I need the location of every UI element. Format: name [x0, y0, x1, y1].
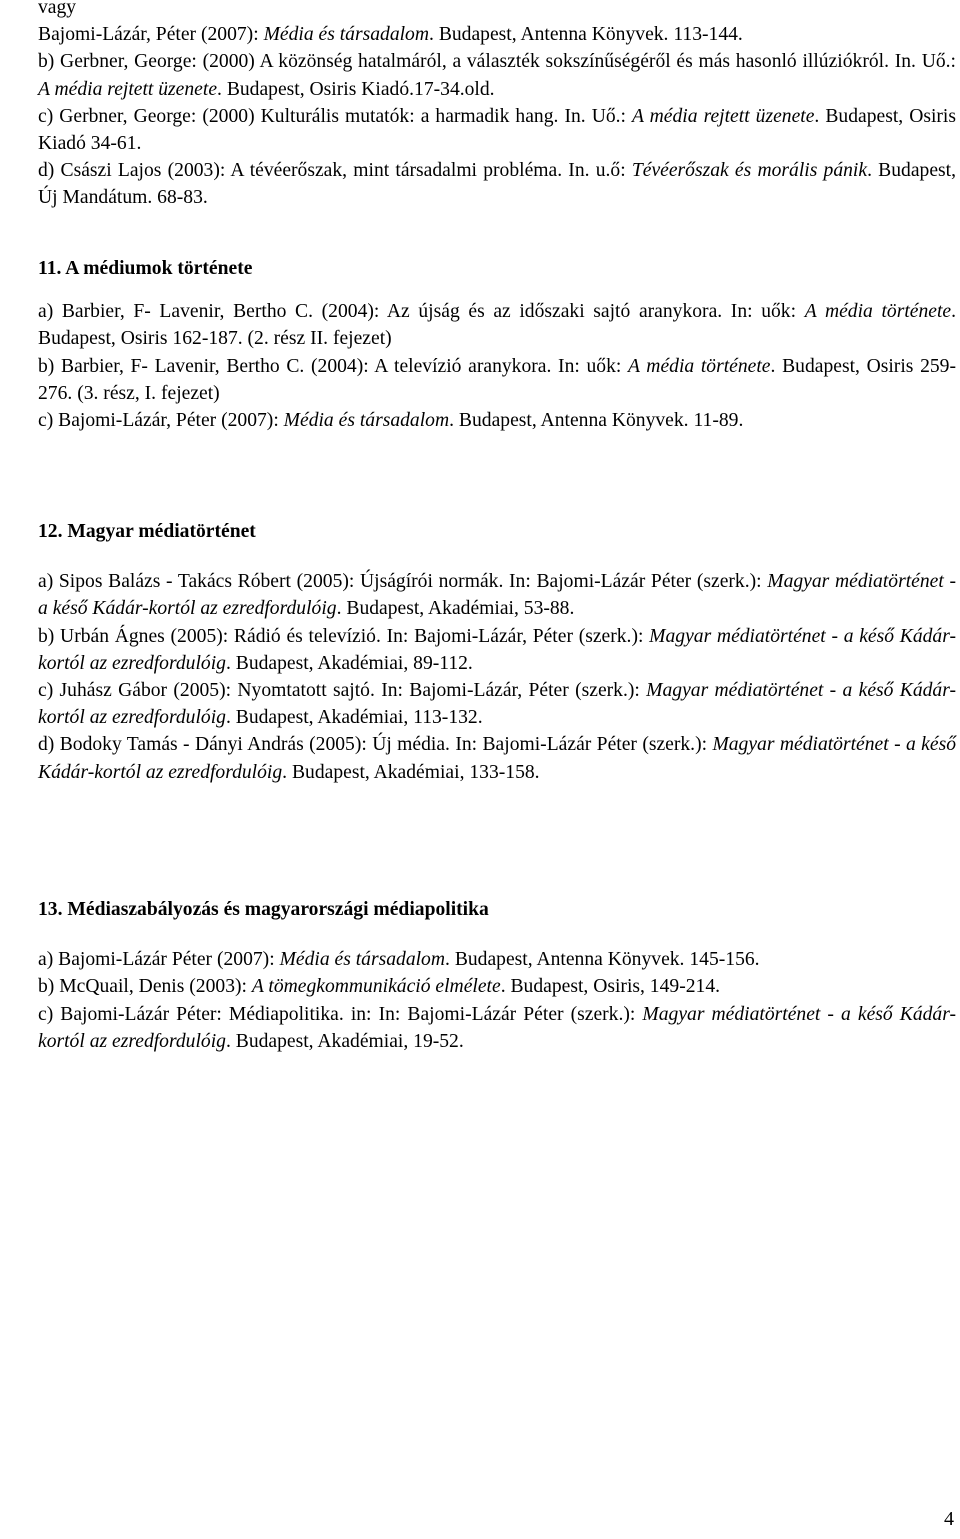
- reference-item: [38, 298, 956, 352]
- italic-title: Magyar médiatörténet - a késő Kádár-kortól az ezredfordulóig: [38, 680, 956, 729]
- italic-title: Magyar médiatörténet - a késő Kádár-kortól az ezredfordulóig: [38, 734, 956, 783]
- italic-title: A média története: [804, 301, 952, 323]
- reference-text: c) Gerbner, George: (2000) Kulturális mutatók: a harmadik hang. In. Uő.:: [38, 105, 633, 127]
- reference-text: b) Barbier, F- Lavenir, Bertho C. (2004): A televízió aranykora. In: uők:: [38, 355, 629, 377]
- reference-item: [38, 973, 956, 1000]
- reference-text: c) Bajomi-Lázár Péter: Médiapolitika. in: In: Bajomi-Lázár Péter (szerk.):: [38, 1003, 643, 1025]
- reference-text: . Budapest, Osiris Kiadó.17-34.old.: [217, 78, 495, 100]
- section-heading: 13. Médiaszabályozás és magyarországi médiapolitika: [38, 899, 489, 920]
- reference-item: [38, 623, 956, 677]
- italic-title: A tömegkommunikáció elmélete: [251, 976, 501, 998]
- italic-title: Magyar médiatörténet - a késő Kádár-kortól az ezredfordulóig: [38, 571, 956, 620]
- reference-text: . Budapest, Antenna Könyvek. 113-144.: [429, 24, 743, 46]
- section-11: [38, 255, 956, 434]
- reference-text: . Budapest, Új Mandátum. 68-83.: [38, 160, 957, 209]
- page-number: 4: [944, 1508, 954, 1530]
- section-heading: 11. A médiumok története: [38, 258, 253, 279]
- italic-title: A média rejtett üzenete: [38, 78, 218, 100]
- reference-text: c) Bajomi-Lázár, Péter (2007):: [38, 410, 284, 432]
- reference-item: [38, 407, 956, 434]
- reference-text: d) Bodoky Tamás - Dányi András (2005): Új média. In: Bajomi-Lázár Péter (szerk.):: [38, 734, 713, 756]
- reference-item: [38, 568, 956, 622]
- reference-text: b) McQuail, Denis (2003):: [38, 976, 252, 998]
- reference-text: . Budapest, Osiris, 149-214.: [500, 976, 721, 998]
- reference-text: . Budapest, Osiris 259-276. (3. rész, I. fejezet): [38, 355, 956, 404]
- reference-text: a) Sipos Balázs - Takács Róbert (2005): Újságírói normák. In: Bajomi-Lázár Péter (szerk.):: [38, 571, 768, 593]
- reference-text: . Budapest, Akadémiai, 113-132.: [225, 707, 483, 729]
- italic-title: A média története: [628, 355, 771, 377]
- reference-text: c) Juhász Gábor (2005): Nyomtatott sajtó. In: Bajomi-Lázár, Péter (szerk.):: [38, 680, 647, 702]
- preceding-block: [38, 0, 956, 212]
- reference-item: [38, 21, 956, 48]
- reference-text: . Budapest, Akadémiai, 19-52.: [225, 1030, 464, 1052]
- italic-title: A média rejtett üzenete: [632, 105, 815, 127]
- reference-text: . Budapest, Osiris Kiadó 34-61.: [38, 105, 957, 155]
- italic-title: Magyar médiatörténet - a késő Kádár-kortól az ezredfordulóig: [38, 1003, 956, 1052]
- reference-item: [38, 157, 956, 211]
- reference-text: Bajomi-Lázár, Péter (2007):: [38, 24, 264, 46]
- reference-text: . Budapest, Akadémiai, 89-112.: [225, 652, 473, 674]
- reference-text: a) Barbier, F- Lavenir, Bertho C. (2004): Az újság és az időszaki sajtó aranykora. In: uők:: [38, 301, 805, 323]
- italic-title: Magyar médiatörténet - a késő Kádár-kortól az ezredfordulóig: [38, 625, 956, 674]
- italic-title: Média és társadalom: [263, 24, 430, 46]
- reference-item: [38, 103, 956, 157]
- reference-text: . Budapest, Antenna Könyvek. 11-89.: [449, 410, 744, 432]
- reference-text: a) Bajomi-Lázár Péter (2007):: [38, 949, 280, 971]
- reference-text: d) Császi Lajos (2003): A tévéerőszak, mint társadalmi probléma. In. u.ő:: [38, 160, 632, 182]
- reference-text: . Budapest, Antenna Könyvek. 145-156.: [445, 949, 760, 971]
- italic-title: Tévéerőszak és morális pánik: [631, 160, 868, 182]
- reference-item: [38, 677, 956, 731]
- reference-text: b) Gerbner, George: (2000) A közönség hatalmáról, a választék sokszínűségéről és más hasonló illúziókról. In. Uő.:: [38, 51, 956, 73]
- reference-item: [38, 731, 956, 785]
- reference-item: [38, 1001, 956, 1055]
- italic-title: Média és társadalom: [283, 410, 450, 432]
- section-heading: 12. Magyar médiatörténet: [38, 521, 256, 542]
- reference-text: b) Urbán Ágnes (2005): Rádió és televízió. In: Bajomi-Lázár, Péter (szerk.):: [38, 625, 650, 647]
- reference-text: . Budapest, Osiris 162-187. (2. rész II. fejezet): [38, 301, 957, 350]
- reference-item: [38, 48, 956, 102]
- italic-title: Média és társadalom: [279, 949, 446, 971]
- reference-text: . Budapest, Akadémiai, 53-88.: [336, 598, 575, 620]
- reference-item: [38, 946, 956, 973]
- reference-item: [38, 353, 956, 407]
- section-13: [38, 896, 956, 1055]
- reference-text: . Budapest, Akadémiai, 133-158.: [282, 761, 540, 783]
- section-12: [38, 518, 956, 786]
- or-label: vagy: [38, 0, 77, 18]
